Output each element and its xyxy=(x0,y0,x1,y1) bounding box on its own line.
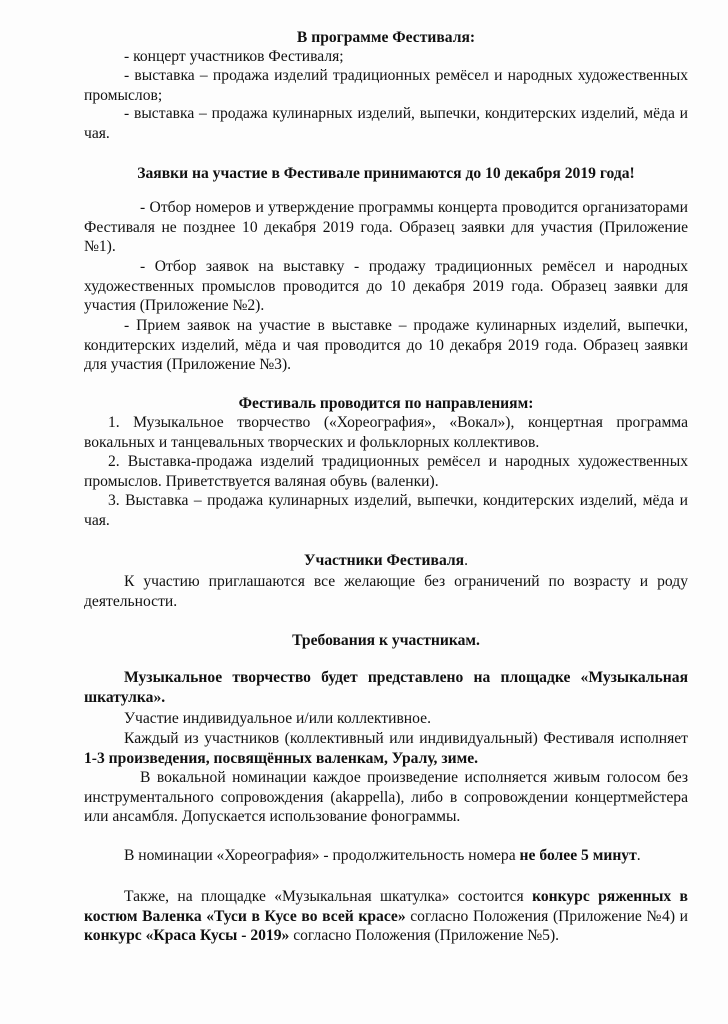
program-item-crafts: - выставка – продажа изделий традиционных ремёсел и народных художественных промыслов; xyxy=(84,67,688,104)
contests-bold-2: конкурс «Краса Кусы - 2019» xyxy=(84,927,290,945)
requirements-works-bold: 1-3 произведения, посвящённых валенкам, Уралу, зиме. xyxy=(84,749,479,767)
requirements-choreo-suffix: . xyxy=(636,847,641,864)
program-item-concert: - концерт участников Фестиваля; xyxy=(124,48,344,65)
applications-item-concert: - Отбор номеров и утверждение программы концерта проводится организаторами Фестиваля не позднее 10 декабря 2019 года. Образец заявки для участия (Приложение №1). xyxy=(84,199,688,256)
requirements-vocal: В вокальной номинации каждое произведение исполняется живым голосом без инструментального сопровождения (akappella), либо в сопровождении концертмейстера или ансамбля. Допускается использование фонограммы. xyxy=(84,769,688,826)
requirements-choreo-text: В номинации «Хореография» - продолжительность номера xyxy=(124,847,520,864)
participants-text: К участию приглашаются все желающие без ограничений по возрасту и роду деятельности. xyxy=(84,573,688,610)
participants-heading-text: Участники Фестиваля xyxy=(304,552,465,569)
requirements-music-intro: Музыкальное творчество будет представлено на площадке «Музыкальная шкатулка». xyxy=(84,669,688,706)
direction-item-food: 3. Выставка – продажа кулинарных изделий, выпечки, кондитерских изделий, мёда и чая. xyxy=(84,492,688,529)
program-heading: В программе Фестиваля: xyxy=(296,29,476,46)
participants-heading-dot: . xyxy=(464,552,468,569)
applications-item-food: - Прием заявок на участие в выставке – продаже кулинарных изделий, выпечки, кондитерских изделий, мёда и чая проводится до 10 декабря 2019 года. Образец заявки для участия (Приложение №3). xyxy=(84,317,688,374)
directions-heading: Фестиваль проводится по направлениям: xyxy=(238,395,534,412)
contests-text-1: Также, на площадке «Музыкальная шкатулка» состоится xyxy=(124,888,533,905)
requirements-choreo-bold: не более 5 минут xyxy=(519,847,637,864)
direction-item-music: 1. Музыкальное творчество («Хореография», «Вокал»), концертная программа вокальных и танцевальных творческих и фольклорных коллективов. xyxy=(84,414,688,451)
contests-bold-1: конкурс ряженных в костюм Валенка «Туси в Кусе во всей красе» xyxy=(84,888,688,925)
applications-heading: Заявки на участие в Фестивале принимаются до 10 декабря 2019 года! xyxy=(137,165,635,182)
requirements-contests xyxy=(84,887,688,946)
direction-item-crafts: 2. Выставка-продажа изделий традиционных ремёсел и народных художественных промыслов. Приветствуется валяная обувь (валенки). xyxy=(84,453,688,490)
participants-heading xyxy=(84,551,688,571)
applications-item-crafts: - Отбор заявок на выставку - продажу традиционных ремёсел и народных художественных промыслов проводится до 10 декабря 2019 года. Образец заявки для участия (Приложение №2). xyxy=(84,258,688,315)
contests-text-2: согласно Положения (Приложение №4) и xyxy=(405,907,689,925)
requirements-format: Участие индивидуальное и/или коллективное. xyxy=(124,710,431,727)
requirements-works-text: Каждый из участников (коллективный или индивидуальный) Фестиваля исполняет xyxy=(124,730,688,747)
requirements-works xyxy=(84,729,688,768)
program-item-food: - выставка – продажа кулинарных изделий, выпечки, кондитерских изделий, мёда и чая. xyxy=(84,105,688,142)
contests-text-3: согласно Положения (Приложение №5). xyxy=(289,927,560,945)
requirements-heading: Требования к участникам. xyxy=(292,632,480,649)
requirements-choreo xyxy=(84,846,688,866)
